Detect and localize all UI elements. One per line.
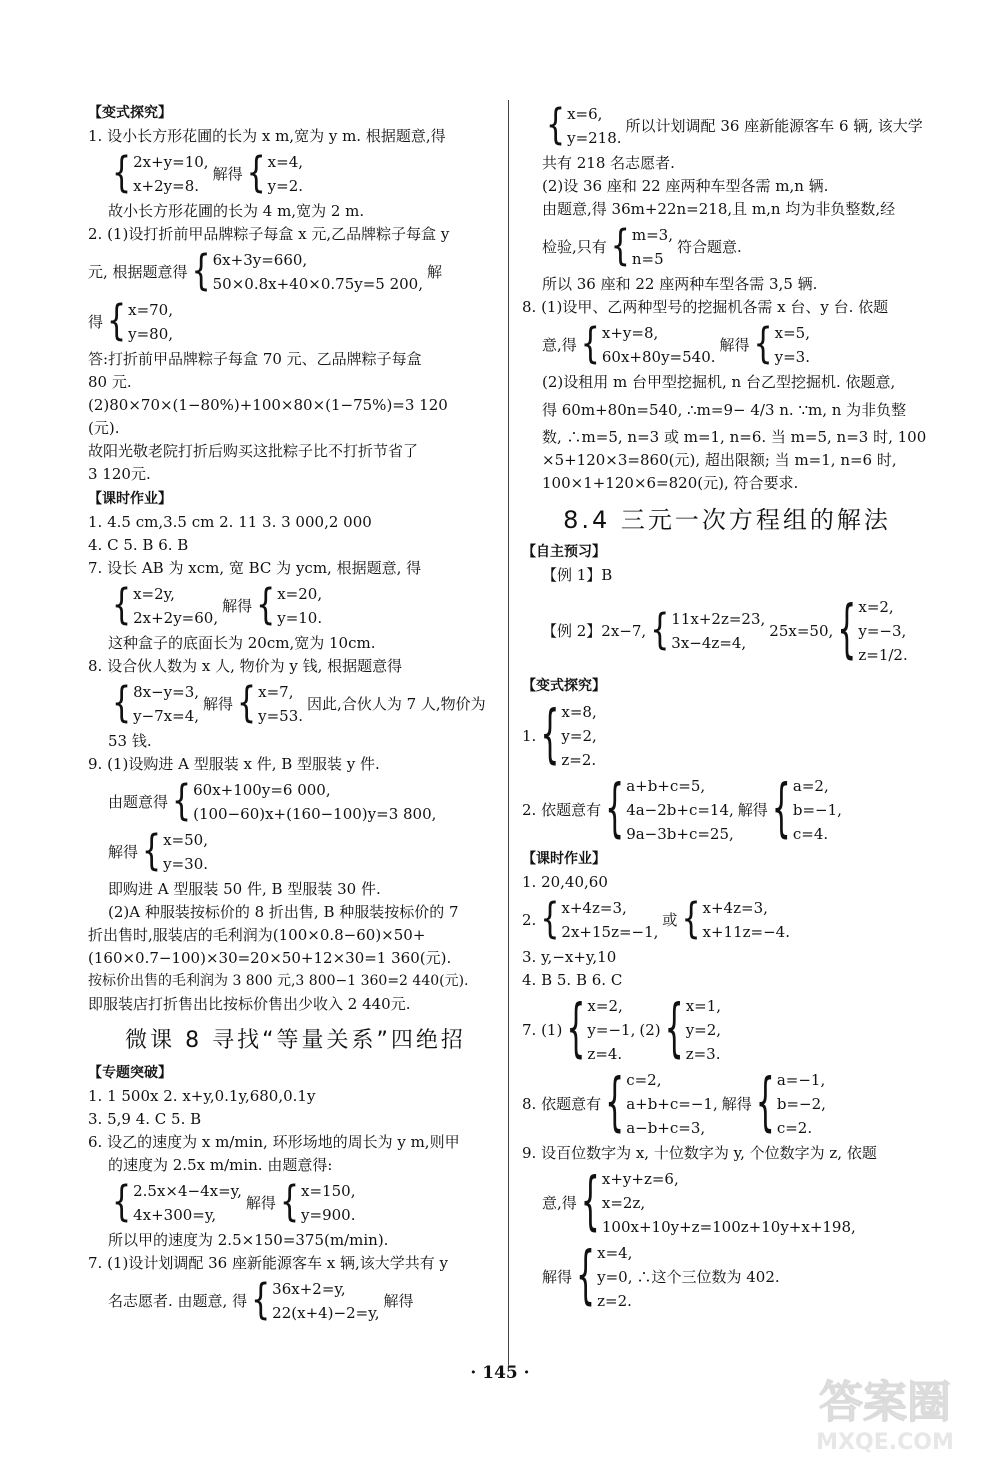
- equation-row: 意,得 { x+y=8, 60x+80y=540. 解得 { x=5, y=3.: [542, 319, 810, 369]
- text-line: 数, ∴m=5, n=3 或 m=1, n=6. 当 m=5, n=3 时, 100: [542, 428, 927, 446]
- text-line: 得 60m+80n=540, ∴m=9− 4/3 n. ∵m, n 为非负整: [542, 401, 907, 419]
- equation-system: { 8x−y=3, y−7x=4,: [112, 678, 200, 728]
- text-line: (2)设 36 座和 22 座两种车型各需 m,n 辆.: [542, 177, 829, 195]
- page-number: · 145 ·: [470, 1363, 530, 1383]
- text-line: 2. (1)设打折前甲品牌粽子每盒 x 元,乙品牌粽子每盒 y: [88, 225, 450, 243]
- equation-row: 检验,只有 { m=3, n=5 符合题意.: [542, 221, 742, 271]
- section-title: 8.4 三元一次方程组的解法: [563, 506, 891, 534]
- text-line: 3. y,−x+y,10: [522, 948, 617, 966]
- equation-system: { 6x+3y=660, 50×0.8x+40×0.75y=5 200,: [191, 246, 423, 296]
- section-heading: 【自主预习】: [522, 544, 606, 560]
- section-heading: 【变式探究】: [522, 678, 606, 694]
- text-line: 故阳光敬老院打折后购买这批粽子比不打折节省了: [88, 442, 419, 460]
- equation-system: { x+4z=3, x+11z=−4.: [681, 894, 790, 944]
- equation-row: { 2x+y=10, x+2y=8. 解得 { x=4, y=2.: [112, 148, 304, 198]
- text-line: 80 元.: [88, 373, 132, 391]
- text-line: 即服装店打折售出比按标价售出少收入 2 440元.: [88, 995, 411, 1013]
- text-line: 9. (1)设购进 A 型服装 x 件, B 型服装 y 件.: [88, 755, 380, 773]
- text-line: 折出售时,服装店的毛利润为(100×0.8−60)×50+: [88, 926, 426, 944]
- watermark-icon: [800, 1365, 970, 1457]
- right-column: [522, 100, 932, 1315]
- text-line: 1. 设小长方形花圃的长为 x m,宽为 y m. 根据题意,得: [88, 127, 446, 145]
- text-line: 6. 设乙的速度为 x m/min, 环形场地的周长为 y m,则甲: [88, 1133, 460, 1151]
- equation-system: { c=2, a+b+c=−1, a−b+c=3,: [605, 1066, 718, 1140]
- equation-row: 2. 依题意有 { a+b+c=5, 4a−2b+c=14, 9a−3b+c=25, 解得 { a=2, b=−1, c=4.: [522, 772, 842, 846]
- equation-row: 1. { x=8, y=2, z=2.: [522, 698, 597, 772]
- equation-system: { a+b+c=5, 4a−2b+c=14, 9a−3b+c=25,: [605, 772, 734, 846]
- lesson-title: 微课 8 寻找“等量关系”四绝招: [125, 1028, 466, 1053]
- equation-system: { 2x+y=10, x+2y=8.: [112, 148, 209, 198]
- section-heading: 【专题突破】: [88, 1065, 172, 1081]
- solution-system: { x=4, y=0, z=2.: [576, 1239, 633, 1313]
- svg-text:MXQE.COM: MXQE.COM: [816, 1430, 954, 1455]
- solution-system: { x=4, y=2.: [246, 148, 304, 198]
- solution-system: { x=6, y=218.: [546, 100, 622, 150]
- text-line: 3. 5,9 4. C 5. B: [88, 1110, 202, 1128]
- solution-system: { x=7, y=53.: [237, 678, 304, 728]
- equation-row: 解得 { x=4, y=0, z=2. ∴这个三位数为 402.: [542, 1239, 780, 1313]
- text-line: 1. 1 500x 2. x+y,0.1y,680,0.1y: [88, 1087, 316, 1105]
- text-line: 3 120元.: [88, 465, 151, 483]
- section-heading: 【课时作业】: [88, 491, 172, 507]
- equation-row: 由题意得 { 60x+100y=6 000, (100−60)x+(160−100)y=3 800,: [108, 776, 437, 826]
- text-line: 8. (1)设甲、乙两种型号的挖掘机各需 x 台、y 台. 依题: [522, 298, 889, 316]
- text-line: (2)80×70×(1−80%)+100×80×(1−75%)=3 120: [88, 396, 448, 414]
- equation-system: { x=2y, 2x+2y=60,: [112, 580, 219, 630]
- equation-row: 解得 { x=50, y=30.: [108, 826, 209, 876]
- solution-system: { x=150, y=900.: [279, 1177, 356, 1227]
- equation-row: 意,得 { x+y+z=6, x=2z, 100x+10y+z=100z+10y+x+198,: [542, 1165, 856, 1239]
- equation-system: { x+y+z=6, x=2z, 100x+10y+z=100z+10y+x+198,: [580, 1165, 856, 1239]
- text-line: 由题意,得 36m+22n=218,且 m,n 均为非负整数,经: [542, 200, 896, 218]
- equation-row: { x=6, y=218. 所以计划调配 36 座新能源客车 6 辆, 该大学: [546, 100, 923, 150]
- text-line: 所以 36 座和 22 座两种车型各需 3,5 辆.: [542, 275, 818, 293]
- equation-row: 2. { x+4z=3, 2x+15z=−1, 或 { x+4z=3, x+11z=−4.: [522, 894, 790, 944]
- svg-text:答案圈: 答案圈: [819, 1377, 951, 1428]
- equation-system: { 60x+100y=6 000, (100−60)x+(160−100)y=3 800,: [172, 776, 437, 826]
- watermark-logo: [800, 1365, 970, 1457]
- equation-row: 得 { x=70, y=80,: [88, 296, 174, 346]
- equation-row: 8. 依题意有 { c=2, a+b+c=−1, a−b+c=3, 解得 { a=−1, b=−2, c=2.: [522, 1066, 826, 1140]
- text-line: (2)设租用 m 台甲型挖掘机, n 台乙型挖掘机. 依题意,: [542, 373, 896, 391]
- text-line: 7. 设长 AB 为 xcm, 宽 BC 为 ycm, 根据题意, 得: [88, 559, 422, 577]
- text-line: 这种盒子的底面长为 20cm,宽为 10cm.: [108, 634, 376, 652]
- text-line: 故小长方形花圃的长为 4 m,宽为 2 m.: [108, 202, 365, 220]
- solution-system: { x=20, y=10.: [256, 580, 323, 630]
- left-column: [88, 100, 503, 1327]
- solution-system: { x=1, y=2, z=3.: [664, 992, 722, 1066]
- text-line: 53 钱.: [108, 732, 152, 750]
- equation-system: { x+y=8, 60x+80y=540.: [580, 319, 716, 369]
- text-line: 4. C 5. B 6. B: [88, 536, 189, 554]
- section-heading: 【变式探究】: [88, 105, 172, 121]
- column-divider: [508, 100, 509, 1365]
- text-line: 4. B 5. B 6. C: [522, 971, 623, 989]
- equation-row: 元, 根据题意得 { 6x+3y=660, 50×0.8x+40×0.75y=5 200, 解: [88, 246, 443, 296]
- solution-system: { x=2, y=−3, z=1/2.: [837, 593, 908, 667]
- solution-system: { x=5, y=3.: [753, 319, 810, 369]
- text-line: 共有 218 名志愿者.: [542, 154, 675, 172]
- solution-system: { a=2, b=−1, c=4.: [771, 772, 842, 846]
- equation-row: { 8x−y=3, y−7x=4, 解得 { x=7, y=53. 因此,合伙人为 7 人,物价为: [112, 678, 486, 728]
- equation-row: { x=2y, 2x+2y=60, 解得 { x=20, y=10.: [112, 580, 323, 630]
- text-line: 9. 设百位数字为 x, 十位数字为 y, 个位数字为 z, 依题: [522, 1144, 877, 1162]
- text-line: 即购进 A 型服装 50 件, B 型服装 30 件.: [108, 880, 381, 898]
- section-heading: 【课时作业】: [522, 851, 606, 867]
- solution-system: { x=50, y=30.: [142, 826, 209, 876]
- equation-system: { 11x+2z=23, 3x−4z=4,: [650, 605, 766, 655]
- text-line: 100×1+120×6=820(元), 符合要求.: [542, 474, 799, 492]
- text-line: 的速度为 2.5x m/min. 由题意得:: [108, 1156, 333, 1174]
- solution-system: { x=70, y=80,: [107, 296, 174, 346]
- equation-row: 7. (1) { x=2, y=−1, z=4. (2) { x=1, y=2, z=3.: [522, 992, 722, 1066]
- solution-system: { m=3, n=5: [610, 221, 673, 271]
- text-line: 答:打折前甲品牌粽子每盒 70 元、乙品牌粽子每盒: [88, 350, 422, 368]
- equation-system: { x+4z=3, 2x+15z=−1,: [540, 894, 659, 944]
- text-line: 1. 20,40,60: [522, 873, 608, 891]
- equation-row: 名志愿者. 由题意, 得 { 36x+2=y, 22(x+4)−2=y, 解得: [108, 1275, 414, 1325]
- text-line: (160×0.7−100)×30=20×50+12×30=1 360(元).: [88, 949, 452, 967]
- text-line: (2)A 种服装按标价的 8 折出售, B 种服装按标价的 7: [108, 903, 459, 921]
- solution-system: { a=−1, b=−2, c=2.: [755, 1066, 826, 1140]
- text-line: 按标价出售的毛利润为 3 800 元,3 800−1 360=2 440(元).: [88, 973, 469, 989]
- text-line: ×5+120×3=860(元), 超出限额; 当 m=1, n=6 时,: [542, 451, 897, 469]
- solution-system: { x=8, y=2, z=2.: [540, 698, 597, 772]
- text-line: 所以甲的速度为 2.5×150=375(m/min).: [108, 1231, 389, 1249]
- text-line: 8. 设合伙人数为 x 人, 物价为 y 钱, 根据题意得: [88, 657, 403, 675]
- equation-row: { 2.5x×4−4x=y, 4x+300=y, 解得 { x=150, y=900.: [112, 1177, 356, 1227]
- equation-system: { 36x+2=y, 22(x+4)−2=y,: [251, 1275, 380, 1325]
- solution-system: { x=2, y=−1, z=4.: [566, 992, 636, 1066]
- text-line: 1. 4.5 cm,3.5 cm 2. 11 3. 3 000,2 000: [88, 513, 372, 531]
- text-line: 【例 1】B: [542, 566, 613, 584]
- equation-row: 【例 2】2x−7, { 11x+2z=23, 3x−4z=4, 25x=50, { x=2, y=−3, z=1/2.: [542, 593, 908, 667]
- text-line: (元).: [88, 419, 120, 437]
- text-line: 7. (1)设计划调配 36 座新能源客车 x 辆,该大学共有 y: [88, 1254, 448, 1272]
- equation-system: { 2.5x×4−4x=y, 4x+300=y,: [112, 1177, 242, 1227]
